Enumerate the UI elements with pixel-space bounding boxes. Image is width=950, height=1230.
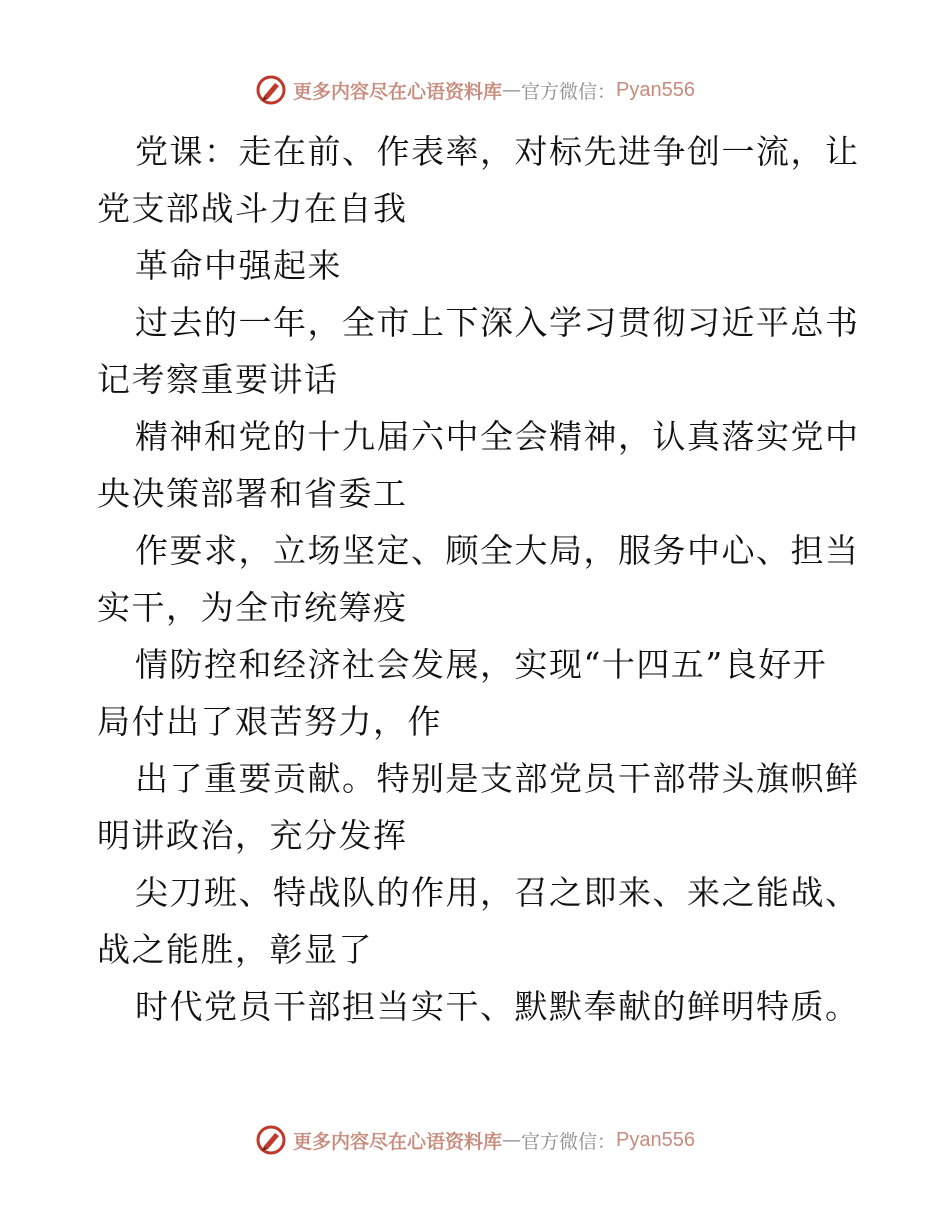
body-line: 作要求，立场坚定、顾全大局，服务中心、担当: [135, 531, 860, 570]
body-line: 出了重要贡献。特别是支部党员干部带头旗帜鲜: [135, 759, 860, 798]
document-body: [97, 123, 860, 1035]
header-banner-text: 更多内容尽在心语资料库: [293, 80, 503, 103]
footer-banner-contact-id: Pyan556: [616, 1128, 695, 1151]
header-banner: [0, 70, 950, 110]
body-line: 情防控和经济社会发展，实现“十四五”良好开: [135, 645, 828, 684]
red-pen-circle-icon: [255, 74, 287, 106]
body-line: 精神和党的十九届六中全会精神，认真落实党中: [135, 417, 860, 456]
body-line: 过去的一年，全市上下深入学习贯彻习近平总书: [135, 303, 860, 342]
footer-banner-separator: —: [502, 1129, 522, 1151]
body-line: 明讲政治，充分发挥: [97, 816, 408, 855]
header-banner-contact-id: Pyan556: [616, 78, 695, 101]
body-line: 尖刀班、特战队的作用，召之即来、来之能战、: [135, 873, 860, 912]
body-line: 党支部战斗力在自我: [97, 189, 408, 228]
body-line: 实干，为全市统筹疫: [97, 588, 408, 627]
body-line: 党课：走在前、作表率，对标先进争创一流，让: [135, 132, 860, 171]
body-line: 革命中强起来: [135, 246, 342, 285]
body-line: 央决策部署和省委工: [97, 474, 408, 513]
body-line: 局付出了艰苦努力，作: [97, 702, 442, 741]
footer-banner: [0, 1120, 950, 1160]
body-line: 记考察重要讲话: [97, 360, 339, 399]
footer-banner-text: 更多内容尽在心语资料库: [293, 1130, 503, 1153]
footer-banner-contact-label: 官方微信：: [521, 1130, 617, 1153]
body-line: 战之能胜，彰显了: [97, 930, 373, 969]
red-pen-circle-icon: [255, 1124, 287, 1156]
header-banner-contact-label: 官方微信：: [521, 80, 617, 103]
body-line: 时代党员干部担当实干、默默奉献的鲜明特质。: [135, 987, 860, 1026]
header-banner-separator: —: [502, 79, 522, 101]
